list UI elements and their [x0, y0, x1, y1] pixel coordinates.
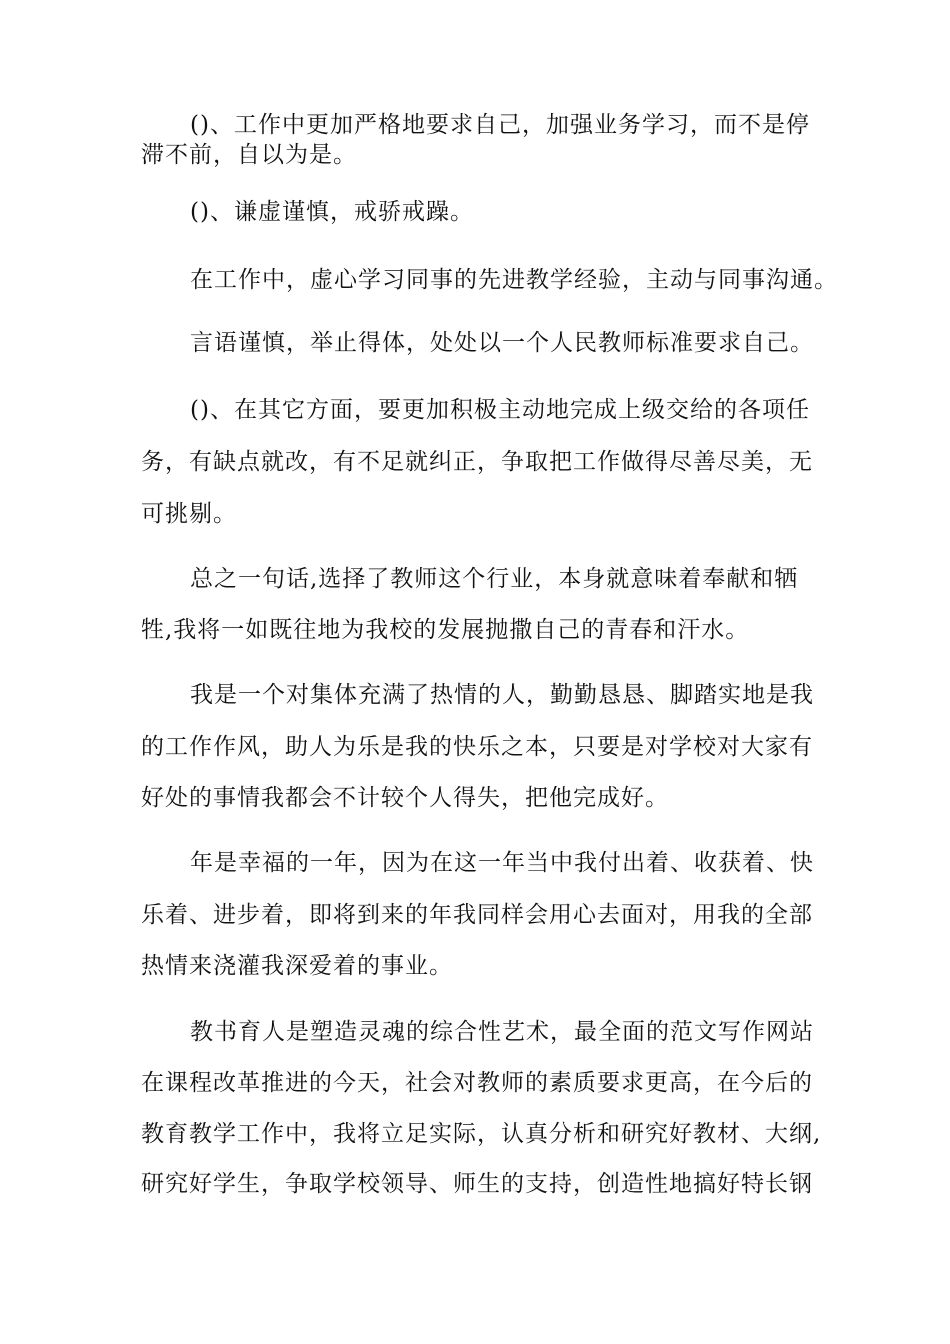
- paragraph-7-line-1: 我是一个对集体充满了热情的人，勤勤恳恳、脚踏实地是我: [190, 682, 814, 708]
- paragraph-9-line-3: 教育教学工作中，我将立足实际，认真分析和研究好教材、大纲,: [141, 1121, 822, 1147]
- paragraph-5-line-1: ()、在其它方面，要更加积极主动地完成上级交给的各项任: [190, 397, 810, 423]
- paragraph-7-line-3: 好处的事情我都会不计较个人得失，把他完成好。: [141, 785, 669, 811]
- paragraph-5-line-3: 可挑剔。: [141, 501, 237, 527]
- paragraph-1-line-1: ()、工作中更加严格地要求自己，加强业务学习，而不是停: [190, 112, 810, 138]
- paragraph-8-line-2: 乐着、进步着，即将到来的年我同样会用心去面对，用我的全部: [141, 902, 813, 928]
- paragraph-3-line-1: 在工作中，虚心学习同事的先进教学经验，主动与同事沟通。: [190, 267, 838, 293]
- paragraph-9-line-1: 教书育人是塑造灵魂的综合性艺术，最全面的范文写作网站: [190, 1019, 814, 1045]
- paragraph-2-line-1: ()、谦虚谨慎，戒骄戒躁。: [190, 199, 474, 225]
- paragraph-4-line-1: 言语谨慎，举止得体，处处以一个人民教师标准要求自己。: [190, 330, 814, 356]
- paragraph-8-line-1: 年是幸福的一年，因为在这一年当中我付出着、收获着、快: [190, 850, 814, 876]
- paragraph-6-line-1: 总之一句话,选择了教师这个行业，本身就意味着奉献和牺: [190, 566, 799, 592]
- paragraph-5-line-2: 务，有缺点就改，有不足就纠正，争取把工作做得尽善尽美，无: [141, 449, 813, 475]
- paragraph-7-line-2: 的工作作风，助人为乐是我的快乐之本，只要是对学校对大家有: [141, 734, 813, 760]
- paragraph-8-line-3: 热情来浇灌我深爱着的事业。: [141, 953, 453, 979]
- paragraph-9-line-4: 研究好学生，争取学校领导、师生的支持，创造性地搞好特长钢: [141, 1171, 813, 1197]
- paragraph-9-line-2: 在课程改革推进的今天，社会对教师的素质要求更高，在今后的: [141, 1070, 813, 1096]
- paragraph-1-line-2: 滞不前，自以为是。: [141, 142, 357, 168]
- paragraph-6-line-2: 牲,我将一如既往地为我校的发展抛撒自己的青春和汗水。: [141, 617, 750, 643]
